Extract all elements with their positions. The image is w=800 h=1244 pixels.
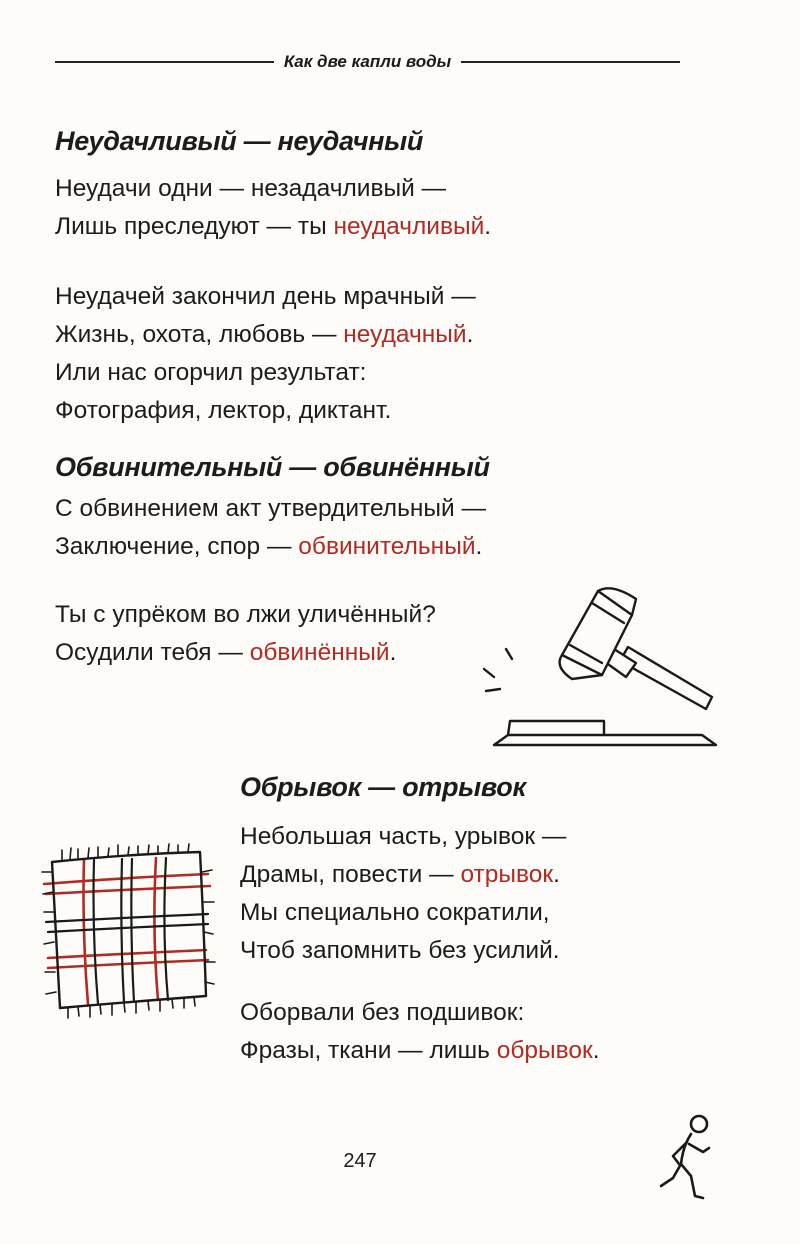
- section-heading-obvinitelnyi: Обвинительный — обвинённый: [55, 452, 490, 482]
- poem-line: Фотография, лектор, диктант.: [55, 397, 392, 424]
- running-head-title: Как две капли воды: [283, 52, 452, 71]
- stanza: [240, 818, 566, 970]
- poem-line: Жизнь, охота, любовь — неудачный.: [55, 321, 474, 348]
- poem-line: Ты с упрёком во лжи уличённый?: [55, 601, 436, 628]
- fabric-scrap-icon: [38, 842, 218, 1022]
- running-head-rule-right: [461, 61, 680, 63]
- poem-line: Мы специально сократили,: [240, 899, 550, 926]
- section-heading-obryvok: Обрывок — отрывок: [240, 772, 526, 802]
- poem-line: Драмы, повести — отрывок.: [240, 861, 560, 888]
- highlighted-word: отрывок: [460, 861, 554, 888]
- stanza: [55, 170, 491, 246]
- poem-line: Оборвали без подшивок:: [240, 999, 525, 1026]
- stanza: [55, 490, 486, 566]
- highlighted-word: неудачливый: [333, 213, 485, 240]
- highlighted-word: неудачный: [343, 321, 467, 348]
- highlighted-word: обвинённый: [249, 639, 390, 666]
- poem-line: Чтоб запомнить без усилий.: [240, 937, 560, 964]
- stanza: [240, 994, 600, 1070]
- poem-line: Неудачи одни — незадачливый —: [55, 175, 447, 202]
- poem-line: Небольшая часть, урывок —: [240, 823, 567, 850]
- section-heading-neudachlivyi: Неудачливый — неудачный: [55, 126, 424, 156]
- poem-line: Осудили тебя — обвинённый.: [55, 639, 397, 666]
- running-head: [55, 52, 680, 72]
- poem-line: Фразы, ткани — лишь обрывок.: [240, 1037, 600, 1064]
- stanza: [55, 596, 436, 672]
- highlighted-word: обрывок: [496, 1037, 593, 1064]
- poem-line: Лишь преследуют — ты неудачливый.: [55, 213, 492, 240]
- poem-line: Неудачей закончил день мрачный —: [55, 283, 476, 310]
- running-head-rule-left: [55, 61, 274, 63]
- poem-line: С обвинением акт утвердительный —: [55, 495, 486, 522]
- stanza: [55, 278, 476, 430]
- page-number: 247: [343, 1150, 377, 1172]
- poem-line: Заключение, спор — обвинительный.: [55, 533, 483, 560]
- gavel-icon: [480, 585, 720, 755]
- highlighted-word: обвинительный: [298, 533, 476, 560]
- poem-line: Или нас огорчил результат:: [55, 359, 367, 386]
